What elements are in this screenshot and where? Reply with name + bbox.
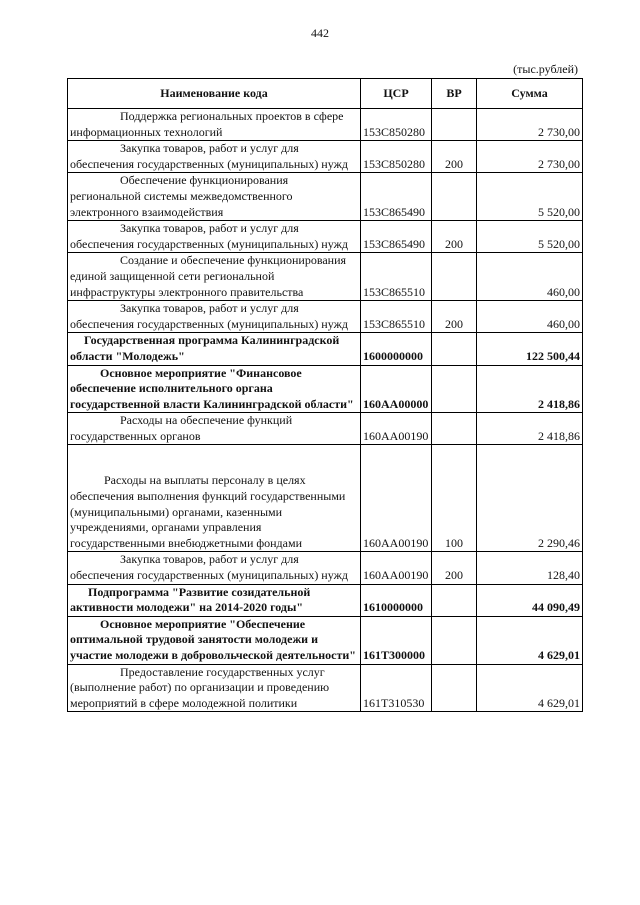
row-name-text: Подпрограмма "Развитие созидательной активности молодежи" на 2014-2020 годы" bbox=[70, 584, 311, 615]
row-vr bbox=[432, 664, 477, 712]
row-sum: 5 520,00 bbox=[477, 173, 583, 221]
page-number: 442 bbox=[311, 26, 329, 40]
row-csr: 161T300000 bbox=[361, 616, 432, 664]
table-row bbox=[68, 552, 583, 584]
header-csr: ЦСР bbox=[361, 79, 432, 109]
row-vr: 100 bbox=[432, 445, 477, 552]
row-name bbox=[68, 365, 361, 413]
table-row bbox=[68, 333, 583, 365]
row-vr bbox=[432, 413, 477, 445]
row-name-text: Закупка товаров, работ и услуг для обеспечения государственных (муниципальных) нужд bbox=[70, 221, 348, 251]
row-csr: 153C850280 bbox=[361, 109, 432, 141]
row-csr: 1610000000 bbox=[361, 584, 432, 616]
row-vr: 200 bbox=[432, 552, 477, 584]
table-row bbox=[68, 365, 583, 413]
row-vr bbox=[432, 584, 477, 616]
row-name bbox=[68, 173, 361, 221]
row-sum: 460,00 bbox=[477, 301, 583, 333]
table-row bbox=[68, 109, 583, 141]
table-row bbox=[68, 141, 583, 173]
row-sum: 2 730,00 bbox=[477, 141, 583, 173]
table-row bbox=[68, 173, 583, 221]
row-name-text: Предоставление государственных услуг (выполнение работ) по организации и проведению мероприятий в сфере молодежной политики bbox=[70, 664, 330, 710]
table-header-row bbox=[68, 79, 583, 109]
row-csr: 160AA00190 bbox=[361, 413, 432, 445]
row-sum: 460,00 bbox=[477, 253, 583, 301]
row-csr: 160AA00190 bbox=[361, 445, 432, 552]
row-name-text: Расходы на обеспечение функций государственных органов bbox=[70, 413, 293, 443]
row-sum: 2 418,86 bbox=[477, 365, 583, 413]
header-vr: ВР bbox=[432, 79, 477, 109]
row-csr: 153C865510 bbox=[361, 301, 432, 333]
row-vr bbox=[432, 616, 477, 664]
row-sum: 5 520,00 bbox=[477, 221, 583, 253]
row-sum: 2 730,00 bbox=[477, 109, 583, 141]
row-csr: 1600000000 bbox=[361, 333, 432, 365]
row-name-text: Закупка товаров, работ и услуг для обеспечения государственных (муниципальных) нужд bbox=[70, 141, 348, 171]
row-name bbox=[68, 445, 361, 552]
units-label: (тыс.рублей) bbox=[513, 62, 578, 76]
row-name-text: Закупка товаров, работ и услуг для обеспечения государственных (муниципальных) нужд bbox=[70, 552, 348, 583]
row-name bbox=[68, 616, 361, 664]
row-name bbox=[68, 552, 361, 584]
row-csr: 160AA00000 bbox=[361, 365, 432, 413]
row-csr: 160AA00190 bbox=[361, 552, 432, 584]
row-vr bbox=[432, 333, 477, 365]
row-csr: 153C865490 bbox=[361, 221, 432, 253]
row-vr bbox=[432, 173, 477, 221]
budget-table bbox=[67, 78, 583, 712]
row-sum: 2 290,46 bbox=[477, 445, 583, 552]
table-row bbox=[68, 664, 583, 712]
row-sum: 128,40 bbox=[477, 552, 583, 584]
row-vr bbox=[432, 365, 477, 413]
row-name-text: Основное мероприятие "Финансовое обеспечение исполнительного органа государственной власти Калининградской области" bbox=[70, 365, 354, 411]
header-name: Наименование кода bbox=[68, 79, 361, 109]
table-row bbox=[68, 301, 583, 333]
table-row bbox=[68, 445, 583, 552]
row-name-text: Расходы на выплаты персоналу в целях обеспечения выполнения функций государственными (муниципальными) органами, казенными учреждениями, органами управления государственными внебюджетными фондами bbox=[70, 473, 346, 550]
row-name bbox=[68, 413, 361, 445]
table-row bbox=[68, 413, 583, 445]
row-name-text: Обеспечение функционирования региональной системы межведомственного электронного взаимодействия bbox=[70, 173, 293, 219]
table-row bbox=[68, 616, 583, 664]
row-name bbox=[68, 253, 361, 301]
row-name bbox=[68, 301, 361, 333]
row-csr: 161T310530 bbox=[361, 664, 432, 712]
row-sum: 44 090,49 bbox=[477, 584, 583, 616]
row-name bbox=[68, 584, 361, 616]
row-name-text: Государственная программа Калининградской области "Молодежь" bbox=[70, 333, 340, 363]
row-sum: 2 418,86 bbox=[477, 413, 583, 445]
table-row bbox=[68, 584, 583, 616]
row-csr: 153C865510 bbox=[361, 253, 432, 301]
row-name-text: Закупка товаров, работ и услуг для обеспечения государственных (муниципальных) нужд bbox=[70, 301, 348, 331]
row-vr: 200 bbox=[432, 221, 477, 253]
row-csr: 153C850280 bbox=[361, 141, 432, 173]
row-name bbox=[68, 221, 361, 253]
row-vr: 200 bbox=[432, 301, 477, 333]
row-sum: 4 629,01 bbox=[477, 664, 583, 712]
row-vr: 200 bbox=[432, 141, 477, 173]
header-sum: Сумма bbox=[477, 79, 583, 109]
row-csr: 153C865490 bbox=[361, 173, 432, 221]
row-vr bbox=[432, 253, 477, 301]
row-sum: 122 500,44 bbox=[477, 333, 583, 365]
row-name-text: Поддержка региональных проектов в сфере информационных технологий bbox=[70, 109, 344, 139]
row-name-text: Основное мероприятие "Обеспечение оптимальной трудовой занятости молодежи и участие молодежи в добровольческой деятельности" bbox=[70, 616, 356, 662]
row-name bbox=[68, 664, 361, 712]
row-name bbox=[68, 333, 361, 365]
row-sum: 4 629,01 bbox=[477, 616, 583, 664]
row-name bbox=[68, 141, 361, 173]
table-row bbox=[68, 221, 583, 253]
row-name bbox=[68, 109, 361, 141]
table-row bbox=[68, 253, 583, 301]
row-vr bbox=[432, 109, 477, 141]
row-name-text: Создание и обеспечение функционирования единой защищенной сети региональной инфраструктуры электронного правительства bbox=[70, 253, 347, 299]
